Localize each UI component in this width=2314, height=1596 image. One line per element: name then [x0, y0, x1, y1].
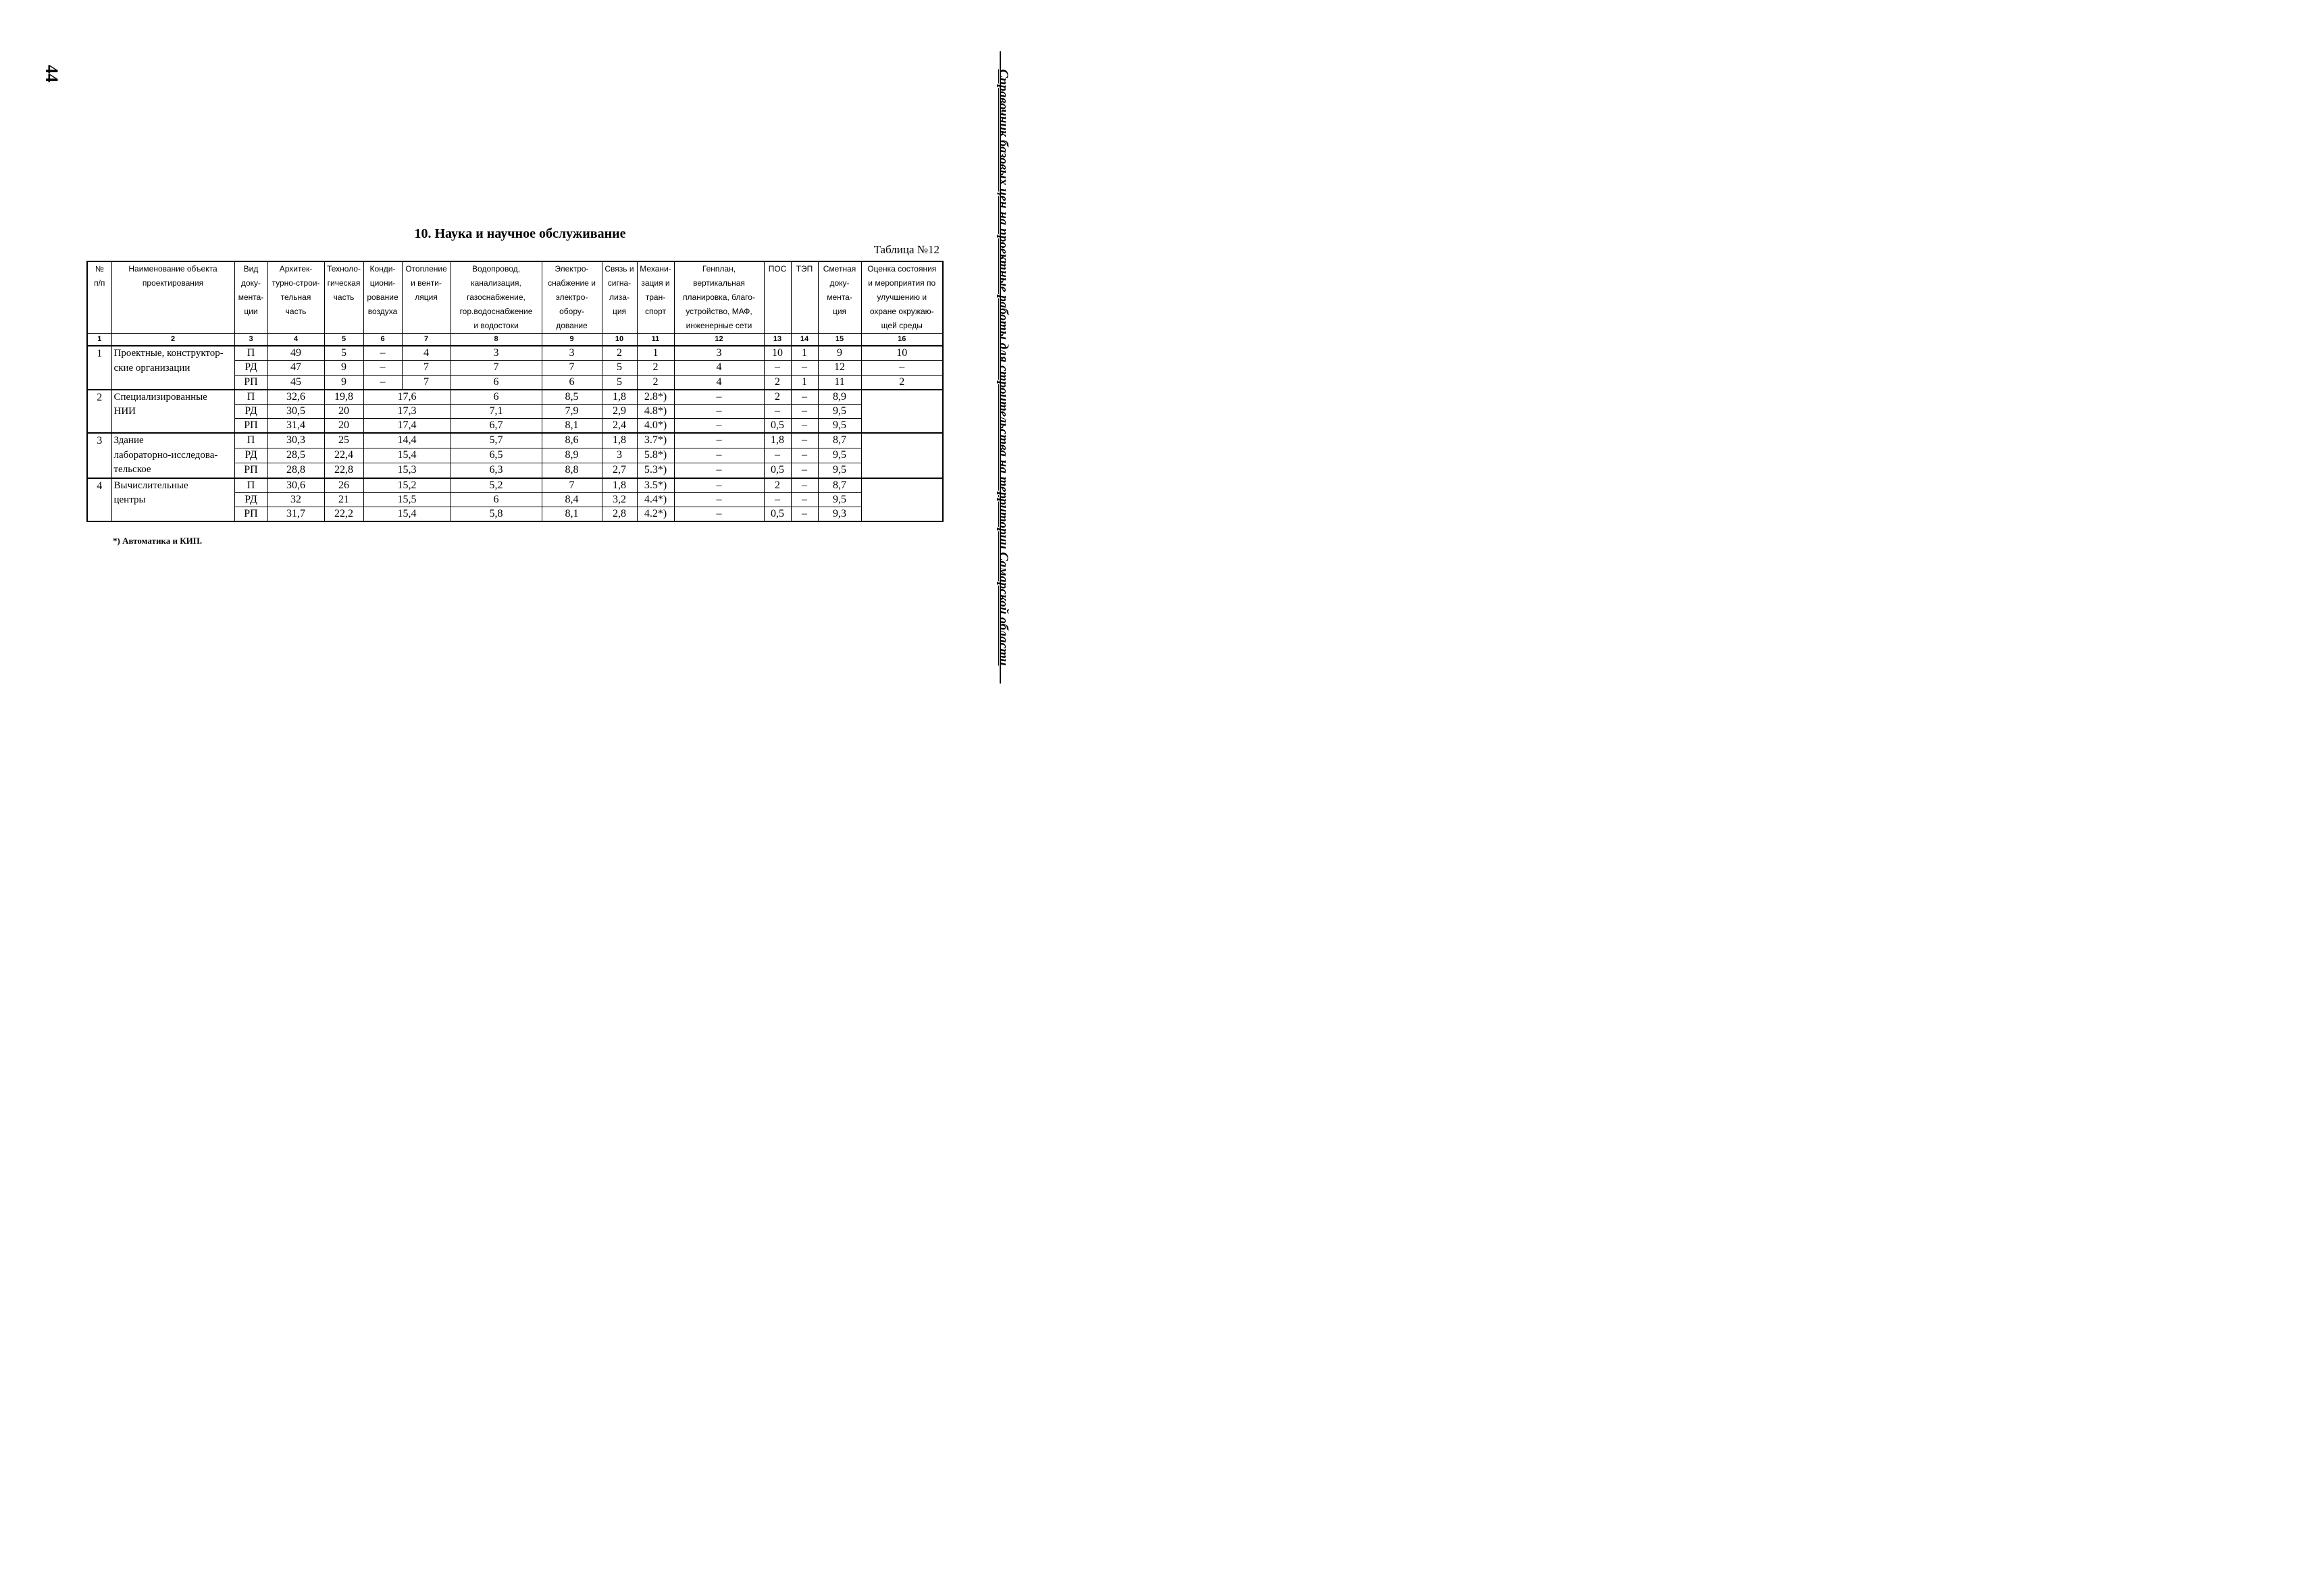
object-name-line: лабораторно-исследова-: [113, 449, 218, 461]
header-line: Генплан,: [702, 264, 736, 274]
object-name-line: Специализированные: [113, 391, 207, 403]
header-line: Оценка состояния: [867, 264, 937, 274]
tep-cell: –: [791, 419, 818, 434]
technology-cell: 21: [324, 492, 363, 507]
header-line: сигна-: [607, 278, 632, 288]
header-line: спорт: [644, 307, 667, 316]
genplan-cell: 4: [674, 361, 764, 376]
mechanization-cell: 5.8*): [637, 448, 674, 463]
technology-cell: 20: [324, 419, 363, 434]
header-line: ТЭП: [796, 264, 813, 274]
header-row: [87, 261, 943, 334]
header-line: газоснабжение,: [467, 292, 525, 302]
header-line: ция: [832, 307, 847, 316]
object-name: [111, 390, 234, 434]
genplan-cell: –: [674, 404, 764, 419]
header-line: планировка, благо-: [683, 292, 755, 302]
header-cell-12: [674, 261, 764, 334]
technology-cell: 26: [324, 478, 363, 493]
genplan-cell: –: [674, 419, 764, 434]
header-line: Связь и: [605, 264, 634, 274]
header-line: Водопровод,: [472, 264, 520, 274]
estimate-cell: 9,5: [818, 404, 861, 419]
architecture-cell: 30,5: [267, 404, 324, 419]
row-index: 2: [87, 390, 111, 434]
mechanization-cell: 4.4*): [637, 492, 674, 507]
header-line: снабжение и: [548, 278, 596, 288]
water-supply-cell: 3: [451, 346, 542, 361]
header-line: обору-: [559, 307, 584, 316]
water-supply-cell: 6: [451, 492, 542, 507]
doc-type-cell: РД: [234, 361, 267, 376]
conditioning-cell: –: [363, 346, 402, 361]
mechanization-cell: 4.0*): [637, 419, 674, 434]
estimate-cell: 8,9: [818, 390, 861, 405]
architecture-cell: 28,5: [267, 448, 324, 463]
environment-cell: [861, 433, 943, 478]
object-name-line: НИИ: [113, 406, 136, 417]
estimate-cell: 8,7: [818, 478, 861, 493]
header-cell-8: [451, 261, 542, 334]
mechanization-cell: 4.8*): [637, 404, 674, 419]
doc-type-cell: РП: [234, 463, 267, 478]
electrical-cell: 8,4: [542, 492, 602, 507]
genplan-cell: 4: [674, 375, 764, 390]
header-line: Архитек-: [279, 264, 313, 274]
environment-cell: –: [861, 361, 943, 376]
header-cell-4: [267, 261, 324, 334]
pos-cell: –: [764, 492, 791, 507]
communication-cell: 3,2: [602, 492, 637, 507]
header-line: часть: [333, 292, 355, 302]
doc-type-cell: РП: [234, 419, 267, 434]
column-number-cell: 12: [674, 334, 764, 346]
header-line: воздуха: [367, 307, 398, 316]
column-number-cell: 7: [402, 334, 451, 346]
table-label: Таблица №12: [873, 243, 940, 256]
electrical-cell: 6: [542, 375, 602, 390]
object-name-line: Проектные, конструктор-: [113, 348, 224, 359]
genplan-cell: –: [674, 433, 764, 448]
header-cell-11: [637, 261, 674, 334]
mechanization-cell: 5.3*): [637, 463, 674, 478]
mechanization-cell: 4.2*): [637, 507, 674, 522]
header-line: зация и: [641, 278, 670, 288]
header-line: Наименование объекта: [128, 264, 217, 274]
header-cell-1: [87, 261, 111, 334]
tep-cell: –: [791, 404, 818, 419]
column-number-cell: 13: [764, 334, 791, 346]
architecture-cell: 28,8: [267, 463, 324, 478]
electrical-cell: 8,8: [542, 463, 602, 478]
object-name: [111, 478, 234, 522]
water-supply-cell: 6,3: [451, 463, 542, 478]
water-supply-cell: 6,5: [451, 448, 542, 463]
tep-cell: –: [791, 463, 818, 478]
side-header: [985, 51, 1021, 684]
mechanization-cell: 3.7*): [637, 433, 674, 448]
estimate-cell: 9,5: [818, 448, 861, 463]
column-number-cell: 5: [324, 334, 363, 346]
water-supply-cell: 6,7: [451, 419, 542, 434]
communication-cell: 1,8: [602, 390, 637, 405]
header-line: доку-: [240, 278, 261, 288]
column-number-cell: 11: [637, 334, 674, 346]
column-number-cell: 10: [602, 334, 637, 346]
object-name: [111, 433, 234, 478]
column-number-cell: 6: [363, 334, 402, 346]
communication-cell: 2,8: [602, 507, 637, 522]
header-line: ляция: [415, 292, 438, 302]
header-line: лиза-: [609, 292, 629, 302]
tep-cell: –: [791, 507, 818, 522]
architecture-cell: 31,7: [267, 507, 324, 522]
column-number-cell: 15: [818, 334, 861, 346]
estimate-cell: 8,7: [818, 433, 861, 448]
pos-cell: 0,5: [764, 419, 791, 434]
header-line: канализация,: [471, 278, 521, 288]
header-line: охране окружаю-: [869, 307, 934, 316]
water-supply-cell: 5,2: [451, 478, 542, 493]
tep-cell: –: [791, 448, 818, 463]
header-line: №: [95, 264, 104, 274]
environment-cell: [861, 478, 943, 522]
header-line: улучшению и: [877, 292, 927, 302]
doc-type-cell: П: [234, 478, 267, 493]
header-cell-16: [861, 261, 943, 334]
conditioning-heating-cell: 15,5: [363, 492, 451, 507]
conditioning-heating-cell: 17,6: [363, 390, 451, 405]
genplan-cell: –: [674, 507, 764, 522]
header-cell-9: [542, 261, 602, 334]
header-line: электро-: [555, 292, 588, 302]
header-line: Сметная: [823, 264, 856, 274]
conditioning-heating-cell: 17,3: [363, 404, 451, 419]
technology-cell: 25: [324, 433, 363, 448]
header-line: мента-: [827, 292, 852, 302]
column-number-cell: 14: [791, 334, 818, 346]
tep-cell: –: [791, 361, 818, 376]
price-table: [86, 261, 944, 522]
column-number-cell: 1: [87, 334, 111, 346]
header-line: доку-: [829, 278, 850, 288]
header-line: Механи-: [640, 264, 671, 274]
header-line: инженерные сети: [686, 321, 752, 330]
electrical-cell: 8,1: [542, 507, 602, 522]
header-line: и мероприятия по: [868, 278, 936, 288]
heating-cell: 7: [402, 375, 451, 390]
header-line: ции: [244, 307, 258, 316]
technology-cell: 9: [324, 375, 363, 390]
architecture-cell: 30,6: [267, 478, 324, 493]
pos-cell: –: [764, 448, 791, 463]
water-supply-cell: 6: [451, 375, 542, 390]
estimate-cell: 9: [818, 346, 861, 361]
communication-cell: 2: [602, 346, 637, 361]
mechanization-cell: 3.5*): [637, 478, 674, 493]
electrical-cell: 8,6: [542, 433, 602, 448]
pos-cell: 2: [764, 478, 791, 493]
heating-cell: 7: [402, 361, 451, 376]
pos-cell: –: [764, 361, 791, 376]
doc-type-cell: РП: [234, 507, 267, 522]
mechanization-cell: 2: [637, 375, 674, 390]
header-line: гор.водоснабжение: [459, 307, 533, 316]
genplan-cell: –: [674, 478, 764, 493]
column-number-cell: 4: [267, 334, 324, 346]
column-number-cell: 8: [451, 334, 542, 346]
environment-cell: 2: [861, 375, 943, 390]
electrical-cell: 7: [542, 361, 602, 376]
electrical-cell: 8,5: [542, 390, 602, 405]
technology-cell: 9: [324, 361, 363, 376]
column-number-cell: 16: [861, 334, 943, 346]
column-number-cell: 9: [542, 334, 602, 346]
electrical-cell: 3: [542, 346, 602, 361]
object-name-line: тельское: [113, 464, 151, 475]
pos-cell: 1,8: [764, 433, 791, 448]
mechanization-cell: 2.8*): [637, 390, 674, 405]
header-line: Электро-: [555, 264, 589, 274]
water-supply-cell: 6: [451, 390, 542, 405]
header-cell-3: [234, 261, 267, 334]
object-name-line: центры: [113, 494, 146, 505]
header-cell-10: [602, 261, 637, 334]
doc-type-cell: П: [234, 346, 267, 361]
pos-cell: –: [764, 404, 791, 419]
tep-cell: 1: [791, 346, 818, 361]
conditioning-heating-cell: 15,3: [363, 463, 451, 478]
side-title: Справочник базовых цен на проектные работы для строительства на территории Самарской области: [996, 69, 1010, 666]
technology-cell: 22,2: [324, 507, 363, 522]
header-line: ПОС: [768, 264, 787, 274]
header-line: Отопление: [405, 264, 447, 274]
tep-cell: –: [791, 478, 818, 493]
communication-cell: 5: [602, 375, 637, 390]
column-number-row: [87, 334, 943, 346]
doc-type-cell: РД: [234, 448, 267, 463]
mechanization-cell: 1: [637, 346, 674, 361]
estimate-cell: 9,5: [818, 492, 861, 507]
heating-cell: 4: [402, 346, 451, 361]
water-supply-cell: 5,7: [451, 433, 542, 448]
technology-cell: 5: [324, 346, 363, 361]
estimate-cell: 9,5: [818, 419, 861, 434]
genplan-cell: –: [674, 463, 764, 478]
pos-cell: 2: [764, 390, 791, 405]
header-line: щей среды: [881, 321, 923, 330]
mechanization-cell: 2: [637, 361, 674, 376]
communication-cell: 2,7: [602, 463, 637, 478]
header-line: гическая: [327, 278, 361, 288]
genplan-cell: 3: [674, 346, 764, 361]
table-row: [87, 390, 943, 405]
table-row: [87, 478, 943, 493]
header-line: Конди-: [369, 264, 396, 274]
technology-cell: 22,4: [324, 448, 363, 463]
estimate-cell: 12: [818, 361, 861, 376]
doc-type-cell: РД: [234, 404, 267, 419]
header-cell-15: [818, 261, 861, 334]
genplan-cell: –: [674, 448, 764, 463]
estimate-cell: 9,5: [818, 463, 861, 478]
header-line: мента-: [238, 292, 264, 302]
tep-cell: 1: [791, 375, 818, 390]
communication-cell: 2,4: [602, 419, 637, 434]
technology-cell: 19,8: [324, 390, 363, 405]
doc-type-cell: П: [234, 390, 267, 405]
electrical-cell: 7,9: [542, 404, 602, 419]
header-line: турно-строи-: [272, 278, 320, 288]
communication-cell: 5: [602, 361, 637, 376]
page-number: 44: [42, 65, 61, 82]
header-line: тран-: [645, 292, 666, 302]
electrical-cell: 8,1: [542, 419, 602, 434]
pos-cell: 0,5: [764, 507, 791, 522]
object-name-line: Вычислительные: [113, 480, 188, 491]
conditioning-cell: –: [363, 375, 402, 390]
technology-cell: 20: [324, 404, 363, 419]
pos-cell: 2: [764, 375, 791, 390]
architecture-cell: 32: [267, 492, 324, 507]
architecture-cell: 31,4: [267, 419, 324, 434]
header-cell-5: [324, 261, 363, 334]
conditioning-cell: –: [363, 361, 402, 376]
conditioning-heating-cell: 15,4: [363, 448, 451, 463]
doc-type-cell: П: [234, 433, 267, 448]
header-line: и венти-: [411, 278, 442, 288]
footnote: *) Автоматика и КИП.: [113, 536, 203, 546]
header-line: устройство, МАФ,: [686, 307, 752, 316]
genplan-cell: –: [674, 492, 764, 507]
column-number-cell: 3: [234, 334, 267, 346]
column-number-cell: 2: [111, 334, 234, 346]
header-line: Вид: [243, 264, 259, 274]
header-cell-2: [111, 261, 234, 334]
object-name-line: Здание: [113, 435, 144, 446]
header-cell-13: [764, 261, 791, 334]
header-line: Техноло-: [327, 264, 361, 274]
header-line: проектирования: [142, 278, 204, 288]
header-line: и водостоки: [473, 321, 519, 330]
conditioning-heating-cell: 17,4: [363, 419, 451, 434]
conditioning-heating-cell: 15,4: [363, 507, 451, 522]
header-line: циони-: [369, 278, 396, 288]
header-line: часть: [285, 307, 307, 316]
water-supply-cell: 7,1: [451, 404, 542, 419]
estimate-cell: 9,3: [818, 507, 861, 522]
header-line: ция: [612, 307, 627, 316]
environment-cell: 10: [861, 346, 943, 361]
header-line: рование: [367, 292, 398, 302]
tep-cell: –: [791, 390, 818, 405]
electrical-cell: 8,9: [542, 448, 602, 463]
object-name: [111, 346, 234, 390]
architecture-cell: 30,3: [267, 433, 324, 448]
tep-cell: –: [791, 492, 818, 507]
communication-cell: 3: [602, 448, 637, 463]
pos-cell: 10: [764, 346, 791, 361]
table-row: [87, 433, 943, 448]
communication-cell: 1,8: [602, 478, 637, 493]
architecture-cell: 45: [267, 375, 324, 390]
genplan-cell: –: [674, 390, 764, 405]
header-line: дование: [556, 321, 588, 330]
architecture-cell: 32,6: [267, 390, 324, 405]
doc-type-cell: РП: [234, 375, 267, 390]
row-index: 4: [87, 478, 111, 522]
electrical-cell: 7: [542, 478, 602, 493]
conditioning-heating-cell: 14,4: [363, 433, 451, 448]
header-line: п/п: [94, 278, 105, 288]
pos-cell: 0,5: [764, 463, 791, 478]
architecture-cell: 49: [267, 346, 324, 361]
header-cell-7: [402, 261, 451, 334]
tep-cell: –: [791, 433, 818, 448]
conditioning-heating-cell: 15,2: [363, 478, 451, 493]
technology-cell: 22,8: [324, 463, 363, 478]
row-index: 3: [87, 433, 111, 478]
communication-cell: 1,8: [602, 433, 637, 448]
row-index: 1: [87, 346, 111, 390]
estimate-cell: 11: [818, 375, 861, 390]
water-supply-cell: 7: [451, 361, 542, 376]
table-row: [87, 346, 943, 361]
water-supply-cell: 5,8: [451, 507, 542, 522]
header-cell-6: [363, 261, 402, 334]
architecture-cell: 47: [267, 361, 324, 376]
header-line: тельная: [280, 292, 311, 302]
environment-cell: [861, 390, 943, 434]
object-name-line: ские организации: [113, 362, 190, 374]
header-line: вертикальная: [693, 278, 745, 288]
header-cell-14: [791, 261, 818, 334]
communication-cell: 2,9: [602, 404, 637, 419]
doc-type-cell: РД: [234, 492, 267, 507]
section-title: 10. Наука и научное обслуживание: [414, 226, 626, 241]
